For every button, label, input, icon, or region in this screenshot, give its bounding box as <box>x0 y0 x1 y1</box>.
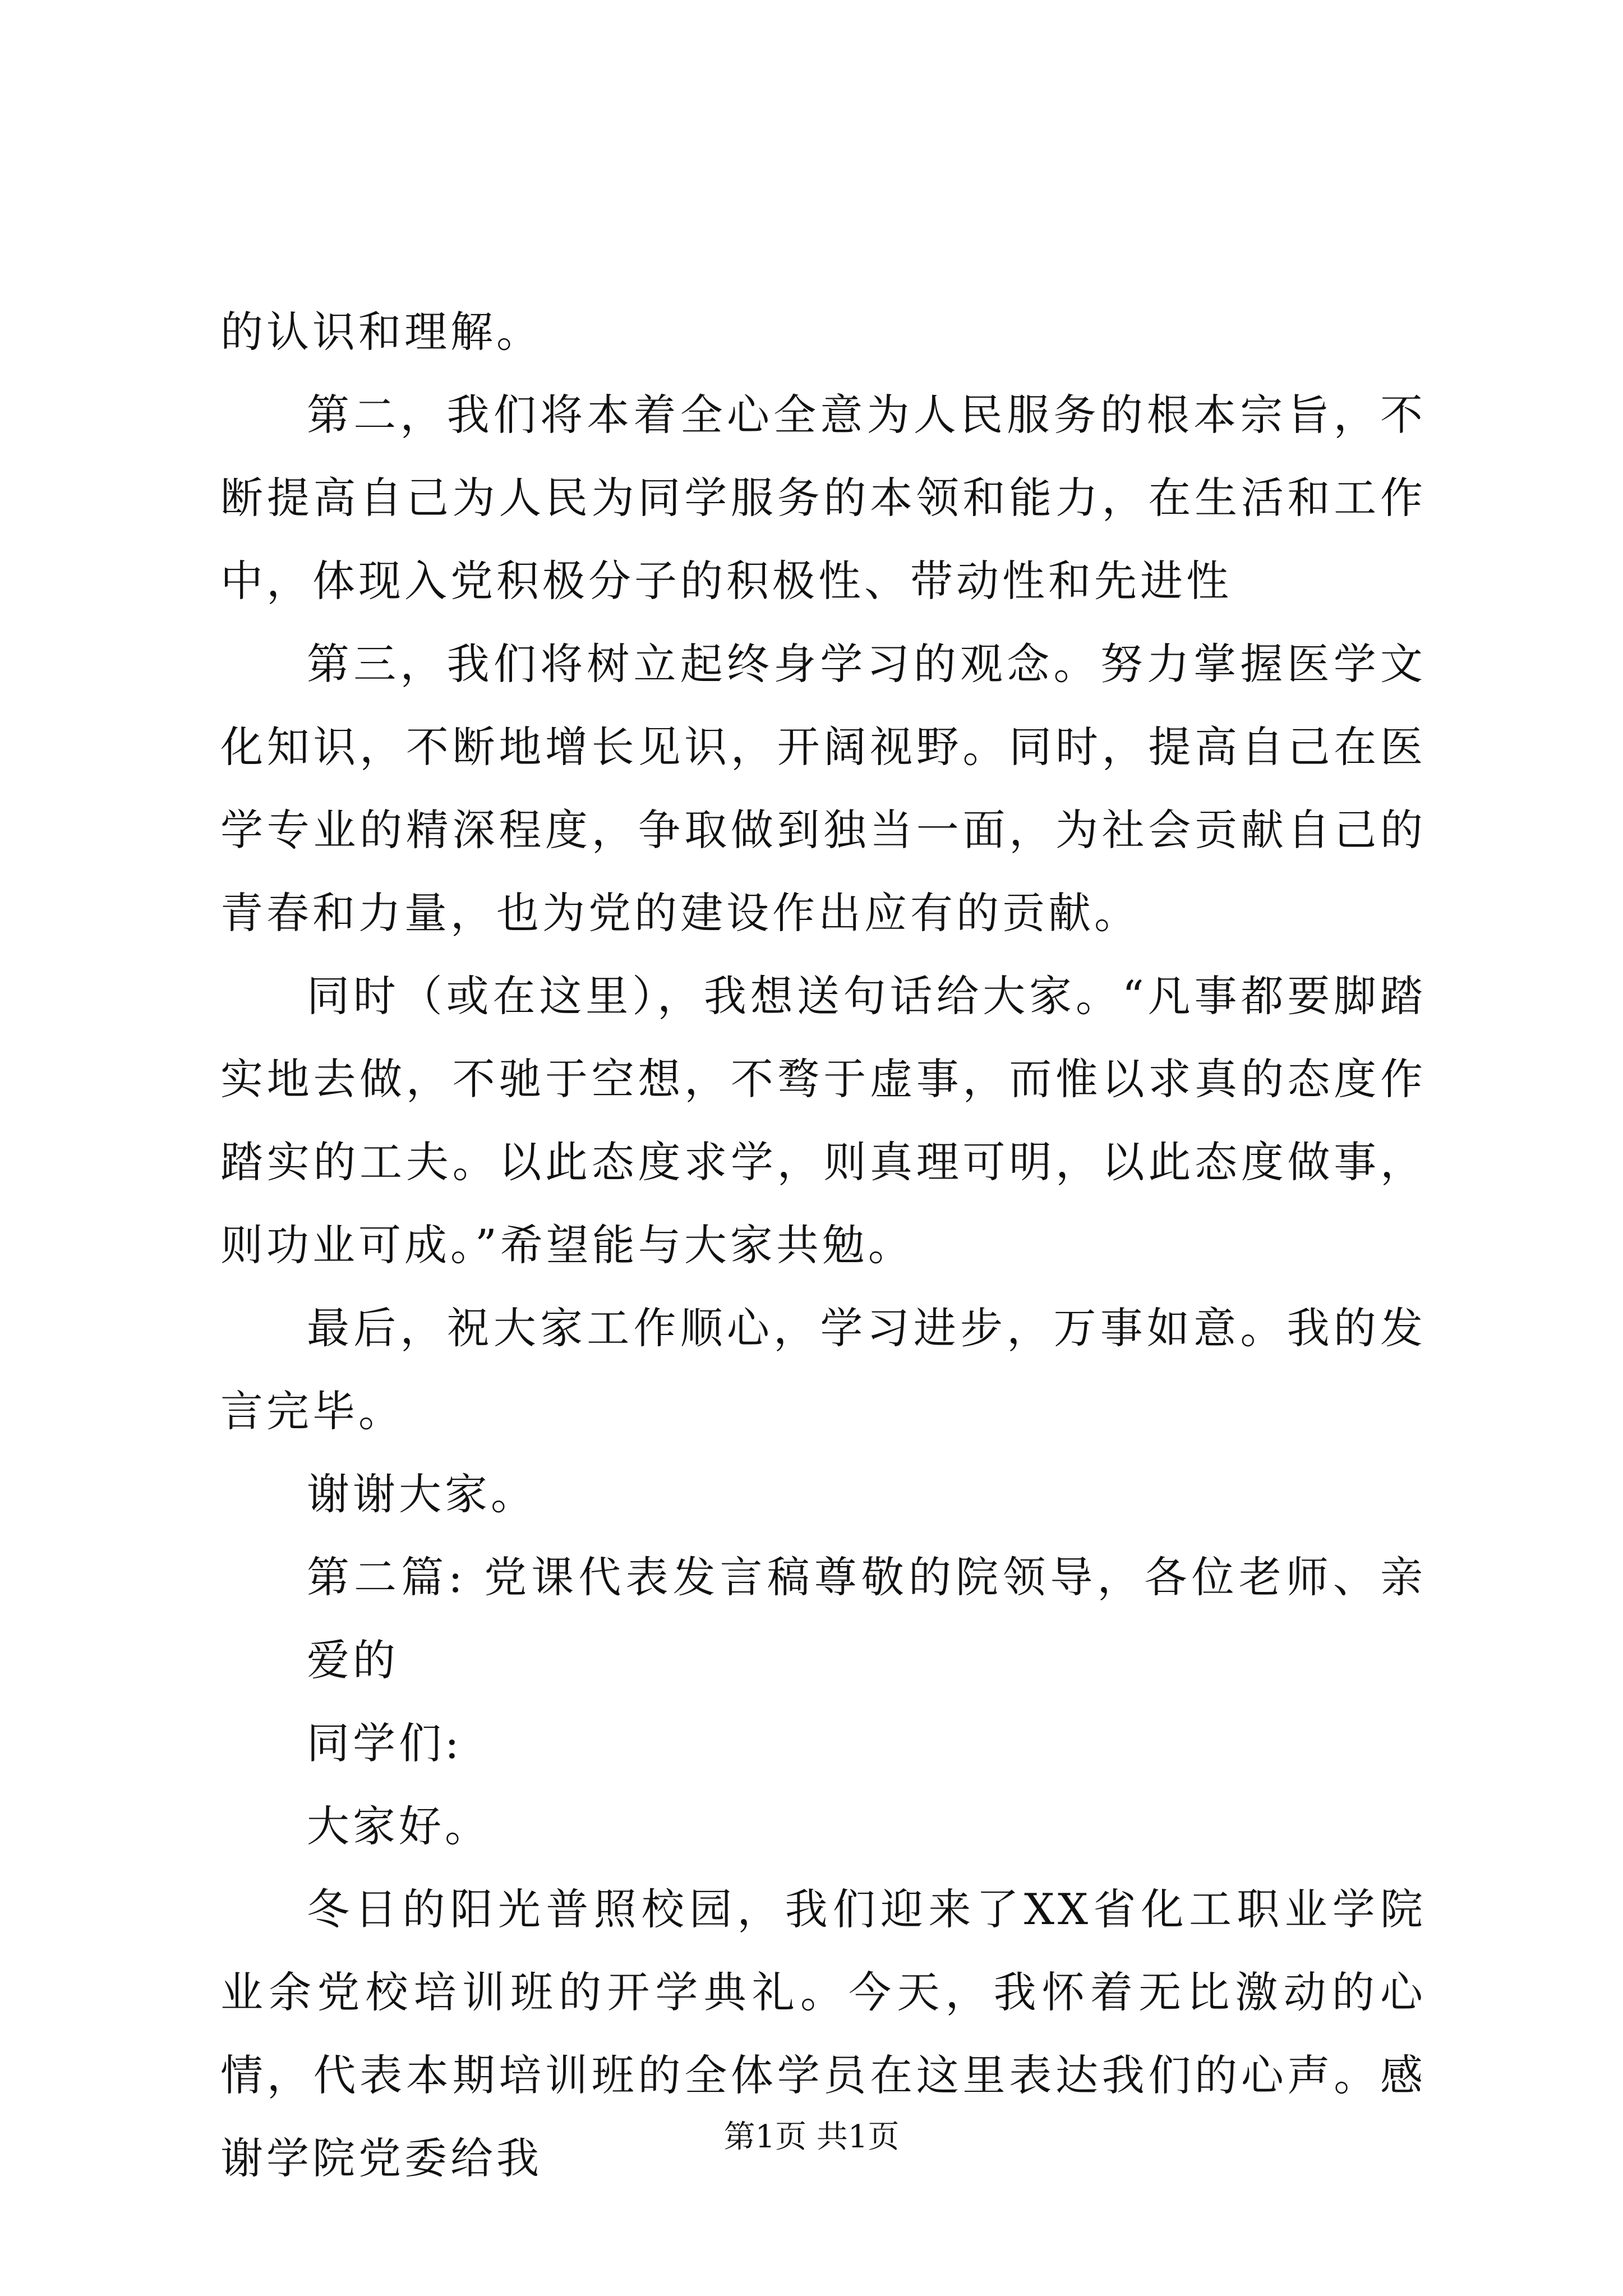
paragraph-salutation: 同学们: <box>307 1718 463 1768</box>
paragraph-continuation: 的认识和理解。 <box>220 307 542 357</box>
paragraph-thanks: 谢谢大家。 <box>307 1469 537 1519</box>
paragraph-closing-wishes: 最后，祝大家工作顺心，学习进步，万事如意。我的发言完毕。 <box>220 1303 1426 1436</box>
page-footer: 第1页 共1页 <box>723 2119 900 2155</box>
paragraph-quote: 同时（或在这里），我想送句话给大家。“凡事都要脚踏实地去做，不驰于空想，不骛于虚事，而惟以求真的态度作踏实的工夫。以此态度求学，则真理可明，以此态度做事，则功业可成。”希望能与大家共勉。 <box>220 971 1426 1270</box>
paragraph-greeting: 大家好。 <box>307 1801 491 1851</box>
paragraph-opening: 冬日的阳光普照校园，我们迎来了XX省化工职业学院业余党校培训班的开学典礼。今天，我怀着无比激动的心情，代表本期培训班的全体学员在这里表达我们的心声。感谢学院党委给我 <box>220 1884 1426 2183</box>
paragraph-third-point: 第三，我们将树立起终身学习的观念。努力掌握医学文化知识，不断地增长见识，开阔视野。同时，提高自己在医学专业的精深程度，争取做到独当一面，为社会贡献自己的青春和力量，也为党的建设作出应有的贡献。 <box>220 639 1426 938</box>
paragraph-second-point: 第二，我们将本着全心全意为人民服务的根本宗旨，不断提高自己为人民为同学服务的本领和能力，在生活和工作中，体现入党积极分子的积极性、带动性和先进性 <box>220 390 1426 606</box>
document-body <box>220 291 1426 2200</box>
section-heading-second-article: 第二篇: 党课代表发言稿尊敬的院领导，各位老师、亲爱的 <box>307 1552 1426 1685</box>
